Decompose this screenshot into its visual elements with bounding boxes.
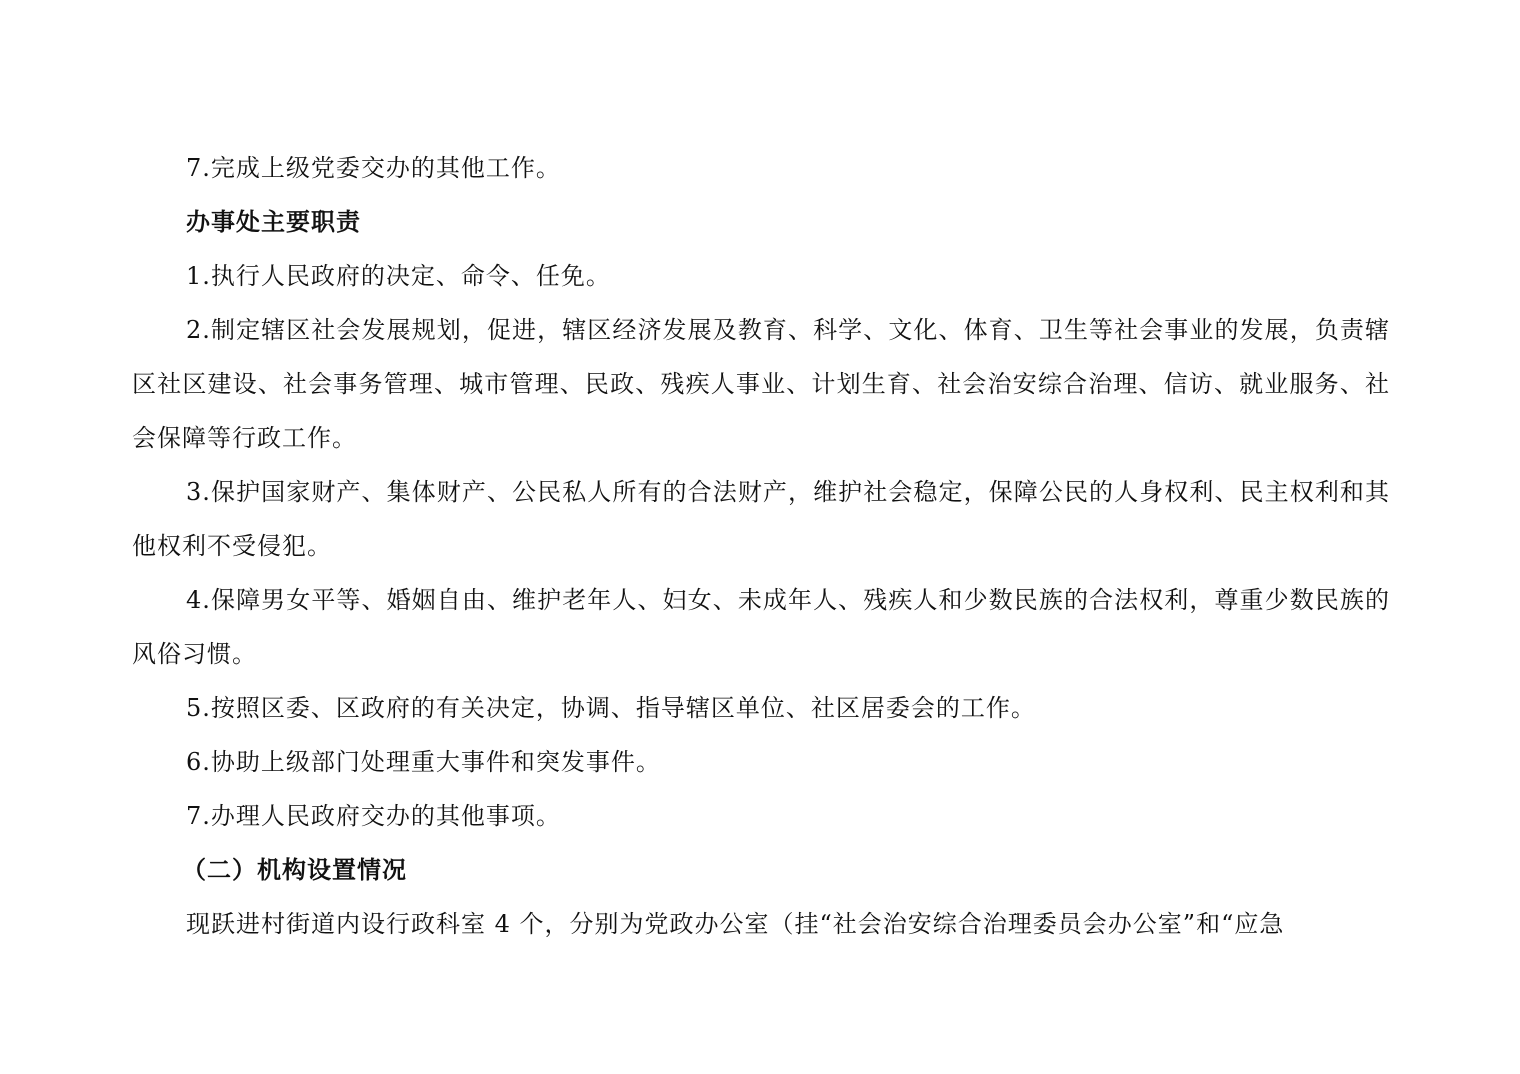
duty-item-7-government: 7.办理人民政府交办的其他事项。 xyxy=(186,802,561,830)
duty-item-1: 1.执行人民政府的决定、命令、任免。 xyxy=(186,262,611,290)
duty-item-3: 3.保护国家财产、集体财产、公民私人所有的合法财产，维护社会稳定，保障公民的人身权利、民主权利和其他权利不受侵犯。 xyxy=(132,478,1390,560)
section-heading-organization: （二）机构设置情况 xyxy=(182,856,407,884)
document-body xyxy=(132,141,1390,951)
organization-paragraph: 现跃进村街道内设行政科室 4 个，分别为党政办公室（挂“社会治安综合治理委员会办公室”和“应急 xyxy=(186,910,1285,938)
duty-item-2: 2.制定辖区社会发展规划，促进，辖区经济发展及教育、科学、文化、体育、卫生等社会事业的发展，负责辖区社区建设、社会事务管理、城市管理、民政、残疾人事业、计划生育、社会治安综合治理、信访、就业服务、社会保障等行政工作。 xyxy=(132,316,1390,452)
duty-item-4: 4.保障男女平等、婚姻自由、维护老年人、妇女、未成年人、残疾人和少数民族的合法权利，尊重少数民族的风俗习惯。 xyxy=(132,586,1390,668)
section-heading-office-duties: 办事处主要职责 xyxy=(186,208,361,236)
duty-item-5: 5.按照区委、区政府的有关决定，协调、指导辖区单位、社区居委会的工作。 xyxy=(186,694,1036,722)
duty-item-6: 6.协助上级部门处理重大事件和突发事件。 xyxy=(186,748,661,776)
duty-item-7-party: 7.完成上级党委交办的其他工作。 xyxy=(186,154,561,182)
